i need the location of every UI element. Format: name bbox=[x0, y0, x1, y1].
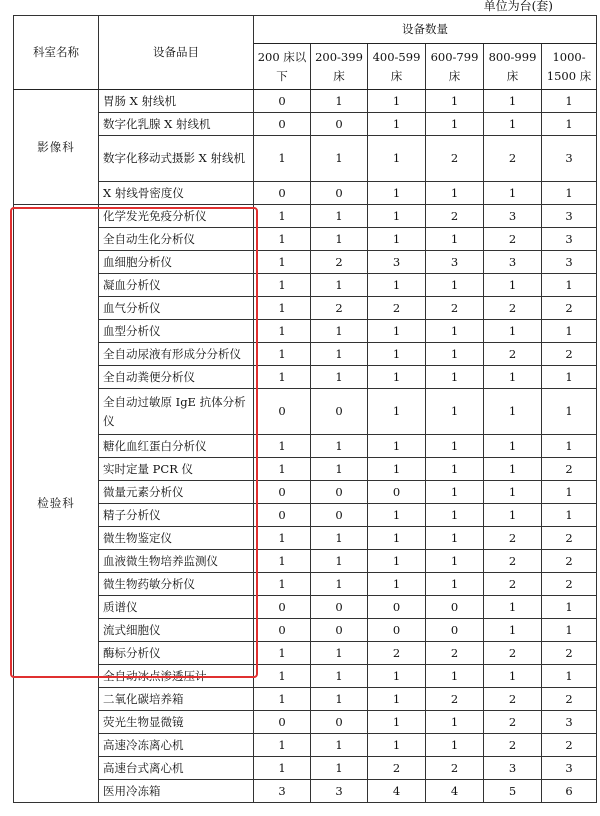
count-cell: 3 bbox=[542, 136, 597, 182]
count-cell: 1 bbox=[542, 320, 597, 343]
count-cell: 3 bbox=[542, 228, 597, 251]
count-cell: 3 bbox=[311, 780, 368, 803]
count-cell: 1 bbox=[368, 458, 426, 481]
item-name-cell: X 射线骨密度仪 bbox=[99, 182, 254, 205]
count-cell: 0 bbox=[311, 504, 368, 527]
count-cell: 1 bbox=[254, 757, 311, 780]
count-cell: 1 bbox=[426, 504, 484, 527]
count-cell: 1 bbox=[368, 274, 426, 297]
item-name-cell: 酶标分析仪 bbox=[99, 642, 254, 665]
count-cell: 1 bbox=[254, 274, 311, 297]
count-cell: 2 bbox=[311, 297, 368, 320]
table-row bbox=[14, 780, 597, 803]
count-cell: 0 bbox=[311, 182, 368, 205]
item-name-cell: 全自动生化分析仪 bbox=[99, 228, 254, 251]
count-cell: 0 bbox=[254, 182, 311, 205]
count-cell: 1 bbox=[484, 182, 542, 205]
count-cell: 2 bbox=[484, 297, 542, 320]
count-cell: 1 bbox=[368, 320, 426, 343]
count-cell: 1 bbox=[368, 711, 426, 734]
count-cell: 2 bbox=[484, 343, 542, 366]
count-cell: 0 bbox=[254, 481, 311, 504]
table-row bbox=[14, 297, 597, 320]
count-cell: 1 bbox=[368, 573, 426, 596]
count-cell: 1 bbox=[542, 481, 597, 504]
count-cell: 1 bbox=[484, 458, 542, 481]
count-cell: 3 bbox=[484, 251, 542, 274]
table-header bbox=[14, 16, 597, 90]
count-cell: 1 bbox=[254, 435, 311, 458]
table-row bbox=[14, 228, 597, 251]
count-cell: 1 bbox=[311, 205, 368, 228]
count-cell: 0 bbox=[311, 596, 368, 619]
count-cell: 1 bbox=[368, 527, 426, 550]
count-cell: 1 bbox=[426, 435, 484, 458]
count-cell: 1 bbox=[311, 642, 368, 665]
count-cell: 2 bbox=[484, 228, 542, 251]
count-cell: 2 bbox=[426, 642, 484, 665]
table-row bbox=[14, 435, 597, 458]
table-row bbox=[14, 182, 597, 205]
count-cell: 4 bbox=[426, 780, 484, 803]
table-row bbox=[14, 251, 597, 274]
table-row bbox=[14, 343, 597, 366]
item-name-cell: 实时定量 PCR 仪 bbox=[99, 458, 254, 481]
count-cell: 1 bbox=[368, 665, 426, 688]
count-cell: 1 bbox=[542, 619, 597, 642]
count-cell: 1 bbox=[426, 366, 484, 389]
count-cell: 1 bbox=[542, 182, 597, 205]
count-cell: 1 bbox=[426, 228, 484, 251]
count-cell: 2 bbox=[426, 136, 484, 182]
count-cell: 1 bbox=[254, 734, 311, 757]
count-cell: 1 bbox=[368, 90, 426, 113]
count-cell: 1 bbox=[254, 366, 311, 389]
count-cell: 2 bbox=[542, 297, 597, 320]
count-cell: 1 bbox=[311, 458, 368, 481]
table-row bbox=[14, 665, 597, 688]
count-cell: 1 bbox=[254, 343, 311, 366]
count-cell: 1 bbox=[484, 481, 542, 504]
count-cell: 2 bbox=[484, 734, 542, 757]
count-cell: 2 bbox=[368, 297, 426, 320]
count-cell: 1 bbox=[368, 228, 426, 251]
count-cell: 3 bbox=[484, 757, 542, 780]
table-row bbox=[14, 757, 597, 780]
item-name-cell: 微生物药敏分析仪 bbox=[99, 573, 254, 596]
table-row bbox=[14, 642, 597, 665]
table-row bbox=[14, 734, 597, 757]
count-cell: 1 bbox=[484, 320, 542, 343]
count-cell: 1 bbox=[484, 504, 542, 527]
count-cell: 1 bbox=[311, 435, 368, 458]
count-cell: 2 bbox=[542, 343, 597, 366]
dept-header: 科室名称 bbox=[14, 16, 99, 90]
table-row bbox=[14, 596, 597, 619]
count-cell: 1 bbox=[254, 251, 311, 274]
count-cell: 3 bbox=[542, 205, 597, 228]
count-cell: 1 bbox=[426, 527, 484, 550]
dept-cell: 检验科 bbox=[14, 205, 99, 803]
table-row bbox=[14, 389, 597, 435]
item-name-cell: 血液微生物培养监测仪 bbox=[99, 550, 254, 573]
count-cell: 2 bbox=[484, 550, 542, 573]
count-cell: 2 bbox=[542, 550, 597, 573]
table-row bbox=[14, 711, 597, 734]
count-cell: 1 bbox=[368, 136, 426, 182]
count-cell: 1 bbox=[254, 550, 311, 573]
item-name-cell: 质谱仪 bbox=[99, 596, 254, 619]
count-cell: 0 bbox=[426, 596, 484, 619]
count-cell: 1 bbox=[484, 596, 542, 619]
count-cell: 1 bbox=[254, 527, 311, 550]
bed-header: 200-399 床 bbox=[311, 44, 368, 90]
count-cell: 2 bbox=[426, 205, 484, 228]
count-cell: 3 bbox=[542, 711, 597, 734]
count-cell: 1 bbox=[484, 389, 542, 435]
count-cell: 6 bbox=[542, 780, 597, 803]
count-cell: 0 bbox=[254, 389, 311, 435]
count-cell: 2 bbox=[542, 573, 597, 596]
count-cell: 1 bbox=[426, 458, 484, 481]
item-name-cell: 微量元素分析仪 bbox=[99, 481, 254, 504]
bed-header: 400-599 床 bbox=[368, 44, 426, 90]
count-cell: 1 bbox=[426, 182, 484, 205]
count-cell: 1 bbox=[311, 228, 368, 251]
count-cell: 3 bbox=[254, 780, 311, 803]
count-cell: 1 bbox=[254, 688, 311, 711]
count-cell: 1 bbox=[311, 343, 368, 366]
count-cell: 1 bbox=[484, 113, 542, 136]
count-cell: 5 bbox=[484, 780, 542, 803]
count-cell: 1 bbox=[311, 665, 368, 688]
count-cell: 0 bbox=[254, 596, 311, 619]
count-cell: 1 bbox=[368, 550, 426, 573]
table-row bbox=[14, 458, 597, 481]
count-cell: 3 bbox=[542, 251, 597, 274]
count-cell: 1 bbox=[311, 550, 368, 573]
count-cell: 1 bbox=[426, 665, 484, 688]
item-name-cell: 化学发光免疫分析仪 bbox=[99, 205, 254, 228]
count-cell: 1 bbox=[426, 573, 484, 596]
bed-header: 600-799 床 bbox=[426, 44, 484, 90]
count-cell: 1 bbox=[484, 90, 542, 113]
count-cell: 0 bbox=[311, 481, 368, 504]
item-header: 设备品目 bbox=[99, 16, 254, 90]
count-cell: 1 bbox=[368, 182, 426, 205]
unit-note: 单位为台(套) bbox=[483, 0, 553, 13]
item-name-cell: 高速冷冻离心机 bbox=[99, 734, 254, 757]
count-cell: 1 bbox=[368, 734, 426, 757]
item-name-cell: 糖化血红蛋白分析仪 bbox=[99, 435, 254, 458]
count-cell: 1 bbox=[254, 136, 311, 182]
table-row bbox=[14, 527, 597, 550]
count-cell: 1 bbox=[542, 435, 597, 458]
count-cell: 1 bbox=[311, 90, 368, 113]
count-cell: 1 bbox=[426, 389, 484, 435]
count-cell: 0 bbox=[254, 619, 311, 642]
count-cell: 1 bbox=[254, 205, 311, 228]
table-row bbox=[14, 274, 597, 297]
equipment-table bbox=[13, 15, 597, 803]
count-cell: 0 bbox=[368, 619, 426, 642]
count-cell: 2 bbox=[368, 642, 426, 665]
count-cell: 3 bbox=[484, 205, 542, 228]
count-cell: 0 bbox=[426, 619, 484, 642]
count-cell: 1 bbox=[484, 366, 542, 389]
count-cell: 2 bbox=[542, 527, 597, 550]
count-cell: 0 bbox=[368, 481, 426, 504]
count-cell: 1 bbox=[254, 320, 311, 343]
item-name-cell: 流式细胞仪 bbox=[99, 619, 254, 642]
count-cell: 1 bbox=[311, 366, 368, 389]
bed-header: 1000-1500 床 bbox=[542, 44, 597, 90]
count-header: 设备数量 bbox=[254, 16, 597, 44]
count-cell: 1 bbox=[311, 274, 368, 297]
count-cell: 2 bbox=[426, 297, 484, 320]
item-name-cell: 微生物鉴定仪 bbox=[99, 527, 254, 550]
table-row bbox=[14, 619, 597, 642]
item-name-cell: 高速台式离心机 bbox=[99, 757, 254, 780]
item-name-cell: 数字化移动式摄影 X 射线机 bbox=[99, 136, 254, 182]
count-cell: 2 bbox=[484, 688, 542, 711]
count-cell: 0 bbox=[311, 711, 368, 734]
item-name-cell: 数字化乳腺 X 射线机 bbox=[99, 113, 254, 136]
count-cell: 1 bbox=[484, 665, 542, 688]
count-cell: 1 bbox=[368, 504, 426, 527]
count-cell: 4 bbox=[368, 780, 426, 803]
count-cell: 3 bbox=[426, 251, 484, 274]
count-cell: 1 bbox=[311, 734, 368, 757]
dept-cell: 影像科 bbox=[14, 90, 99, 205]
table-row bbox=[14, 366, 597, 389]
table-row bbox=[14, 504, 597, 527]
table-row bbox=[14, 320, 597, 343]
count-cell: 1 bbox=[542, 504, 597, 527]
count-cell: 1 bbox=[542, 274, 597, 297]
count-cell: 0 bbox=[254, 113, 311, 136]
count-cell: 1 bbox=[426, 113, 484, 136]
item-name-cell: 全自动尿液有形成分分析仪 bbox=[99, 343, 254, 366]
count-cell: 3 bbox=[542, 757, 597, 780]
count-cell: 1 bbox=[426, 274, 484, 297]
item-name-cell: 全自动冰点渗透压计 bbox=[99, 665, 254, 688]
count-cell: 2 bbox=[484, 642, 542, 665]
table-row bbox=[14, 481, 597, 504]
count-cell: 1 bbox=[542, 596, 597, 619]
count-cell: 0 bbox=[311, 389, 368, 435]
count-cell: 1 bbox=[254, 665, 311, 688]
count-cell: 1 bbox=[542, 665, 597, 688]
item-name-cell: 二氧化碳培养箱 bbox=[99, 688, 254, 711]
item-name-cell: 血气分析仪 bbox=[99, 297, 254, 320]
count-cell: 2 bbox=[426, 688, 484, 711]
count-cell: 1 bbox=[368, 113, 426, 136]
count-cell: 3 bbox=[368, 251, 426, 274]
table-row bbox=[14, 550, 597, 573]
count-cell: 1 bbox=[542, 389, 597, 435]
count-cell: 1 bbox=[368, 435, 426, 458]
count-cell: 2 bbox=[484, 136, 542, 182]
count-cell: 1 bbox=[484, 274, 542, 297]
count-cell: 1 bbox=[311, 136, 368, 182]
count-cell: 1 bbox=[368, 389, 426, 435]
table-row bbox=[14, 205, 597, 228]
count-cell: 2 bbox=[542, 642, 597, 665]
count-cell: 1 bbox=[311, 527, 368, 550]
count-cell: 1 bbox=[426, 90, 484, 113]
count-cell: 1 bbox=[426, 320, 484, 343]
count-cell: 1 bbox=[254, 458, 311, 481]
bed-header: 800-999 床 bbox=[484, 44, 542, 90]
count-cell: 0 bbox=[254, 90, 311, 113]
count-cell: 0 bbox=[311, 113, 368, 136]
count-cell: 1 bbox=[426, 550, 484, 573]
bed-header: 200 床以下 bbox=[254, 44, 311, 90]
count-cell: 1 bbox=[254, 642, 311, 665]
count-cell: 1 bbox=[426, 734, 484, 757]
item-name-cell: 精子分析仪 bbox=[99, 504, 254, 527]
count-cell: 1 bbox=[426, 481, 484, 504]
count-cell: 1 bbox=[426, 711, 484, 734]
count-cell: 1 bbox=[484, 435, 542, 458]
count-cell: 2 bbox=[484, 711, 542, 734]
item-name-cell: 凝血分析仪 bbox=[99, 274, 254, 297]
table-row bbox=[14, 90, 597, 113]
count-cell: 1 bbox=[254, 573, 311, 596]
count-cell: 2 bbox=[542, 458, 597, 481]
count-cell: 1 bbox=[368, 343, 426, 366]
count-cell: 2 bbox=[542, 688, 597, 711]
count-cell: 2 bbox=[368, 757, 426, 780]
count-cell: 1 bbox=[368, 366, 426, 389]
item-name-cell: 全自动粪便分析仪 bbox=[99, 366, 254, 389]
count-cell: 1 bbox=[368, 205, 426, 228]
table-body bbox=[14, 90, 597, 803]
item-name-cell: 医用冷冻箱 bbox=[99, 780, 254, 803]
count-cell: 1 bbox=[368, 688, 426, 711]
item-name-cell: 血型分析仪 bbox=[99, 320, 254, 343]
count-cell: 0 bbox=[254, 504, 311, 527]
count-cell: 2 bbox=[484, 527, 542, 550]
count-cell: 0 bbox=[368, 596, 426, 619]
table-row bbox=[14, 688, 597, 711]
count-cell: 2 bbox=[426, 757, 484, 780]
count-cell: 1 bbox=[542, 366, 597, 389]
count-cell: 1 bbox=[542, 90, 597, 113]
item-name-cell: 血细胞分析仪 bbox=[99, 251, 254, 274]
count-cell: 2 bbox=[542, 734, 597, 757]
count-cell: 1 bbox=[426, 343, 484, 366]
count-cell: 1 bbox=[311, 757, 368, 780]
count-cell: 1 bbox=[311, 320, 368, 343]
item-name-cell: 全自动过敏原 IgE 抗体分析仪 bbox=[99, 389, 254, 435]
item-name-cell: 胃肠 X 射线机 bbox=[99, 90, 254, 113]
count-cell: 1 bbox=[254, 297, 311, 320]
count-cell: 0 bbox=[311, 619, 368, 642]
count-cell: 2 bbox=[311, 251, 368, 274]
count-cell: 1 bbox=[311, 573, 368, 596]
count-cell: 1 bbox=[484, 619, 542, 642]
table-row bbox=[14, 113, 597, 136]
table-row bbox=[14, 136, 597, 182]
count-cell: 0 bbox=[254, 711, 311, 734]
item-name-cell: 荧光生物显微镜 bbox=[99, 711, 254, 734]
count-cell: 1 bbox=[311, 688, 368, 711]
count-cell: 2 bbox=[484, 573, 542, 596]
table-row bbox=[14, 573, 597, 596]
count-cell: 1 bbox=[254, 228, 311, 251]
count-cell: 1 bbox=[542, 113, 597, 136]
